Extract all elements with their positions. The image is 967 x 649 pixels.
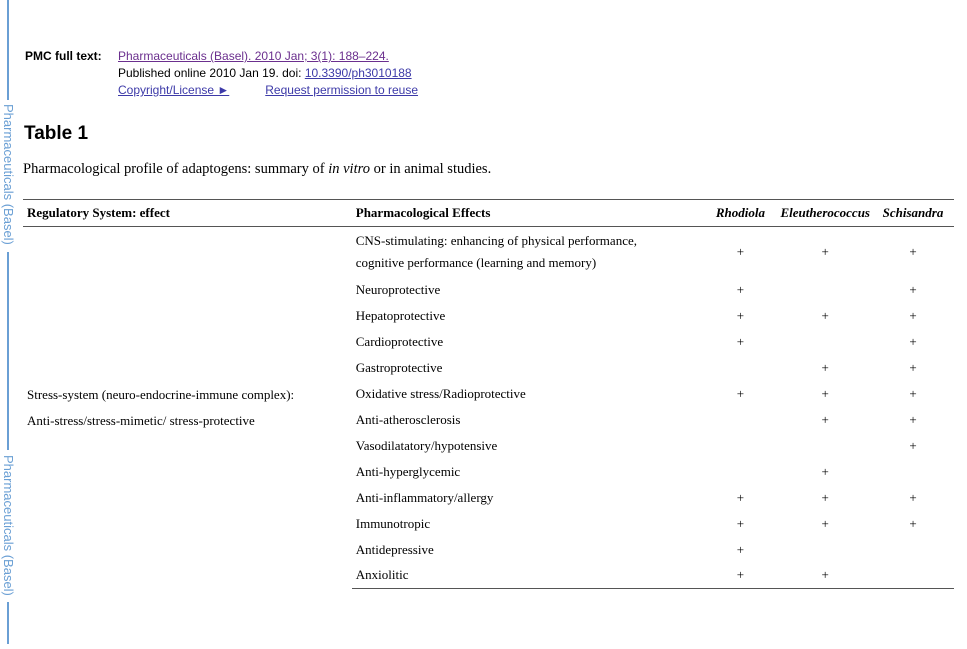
request-permission-link[interactable]: Request permission to reuse (265, 83, 419, 97)
rail-line-middle (7, 252, 9, 450)
effect-cell: Anti-inflammatory/allergy (355, 489, 494, 505)
eleutherococcus-mark (778, 537, 872, 563)
schisandra-mark: + (909, 281, 917, 297)
eleutherococcus-mark: + (778, 563, 872, 589)
rhodiola-mark: + (736, 385, 745, 401)
rhodiola-mark: + (736, 489, 745, 505)
table-caption (23, 161, 491, 178)
rail-line-bottom (7, 602, 9, 644)
rhodiola-mark (702, 459, 778, 485)
regulatory-line-2: Anti-stress/stress-mimetic/ stress-protective (27, 412, 255, 428)
caption-in-vitro: in vitro (328, 161, 370, 177)
table-header-row (23, 200, 954, 227)
effect-cell: Vasodilatatory/hypotensive (355, 437, 498, 453)
header-schisandra: Schisandra (872, 200, 954, 227)
header-regulatory-system: Regulatory System: effect (23, 200, 352, 227)
effect-cell: Anti-atherosclerosis (355, 411, 461, 427)
eleutherococcus-mark: + (821, 359, 829, 375)
schisandra-mark (872, 563, 954, 589)
regulatory-system-cell (23, 227, 352, 589)
doi-link[interactable]: 10.3390/ph3010188 (304, 66, 412, 80)
journal-citation-link[interactable]: Pharmaceuticals (Basel). 2010 Jan; 3(1): 188–224. (118, 49, 389, 63)
copyright-license-link[interactable]: Copyright/License ► (118, 83, 230, 97)
eleutherococcus-mark (778, 329, 872, 355)
rhodiola-mark (702, 355, 778, 381)
effect-cell: Oxidative stress/Radioprotective (355, 385, 526, 401)
table-row (23, 227, 954, 277)
schisandra-mark: + (909, 437, 917, 453)
header-rhodiola: Rhodiola (702, 200, 778, 227)
caption-text-post: or in animal studies. (369, 161, 492, 177)
eleutherococcus-mark: + (821, 243, 829, 259)
effect-cell: Immunotropic (355, 515, 431, 531)
rail-label-bottom[interactable]: Pharmaceuticals (Basel) (1, 455, 16, 596)
effect-cell: Anti-hyperglycemic (355, 463, 461, 479)
schisandra-mark: + (909, 515, 917, 531)
eleutherococcus-mark: + (821, 489, 829, 505)
eleutherococcus-mark: + (821, 307, 829, 323)
rail-label-top[interactable]: Pharmaceuticals (Basel) (1, 104, 16, 245)
eleutherococcus-mark (778, 277, 872, 303)
effect-cell: Antidepressive (355, 541, 434, 557)
schisandra-mark (872, 459, 954, 485)
header-eleutherococcus: Eleutherococcus (778, 200, 872, 227)
effect-cell: Anxiolitic (352, 563, 703, 589)
eleutherococcus-mark: + (821, 411, 829, 427)
table-title: Table 1 (24, 123, 89, 144)
rhodiola-mark: + (736, 333, 745, 349)
journal-side-rail (0, 0, 18, 649)
schisandra-mark (872, 537, 954, 563)
effect-line-2: cognitive performance (learning and memory) (355, 254, 597, 270)
caption-text-pre: Pharmacological profile of adaptogens: summary of (23, 161, 329, 177)
effect-line-1: CNS-stimulating: enhancing of physical performance, (355, 232, 637, 248)
header-pharmacological-effects: Pharmacological Effects (352, 200, 703, 227)
schisandra-mark: + (909, 307, 917, 323)
regulatory-line-1: Stress-system (neuro-endocrine-immune complex): (27, 386, 295, 402)
schisandra-mark: + (909, 489, 917, 505)
schisandra-mark: + (909, 411, 917, 427)
effect-cell: Gastroprotective (355, 359, 443, 375)
rhodiola-mark: + (736, 281, 745, 297)
rhodiola-mark: + (736, 243, 745, 259)
effect-cell (352, 227, 703, 277)
schisandra-mark: + (909, 333, 917, 349)
eleutherococcus-mark: + (821, 385, 829, 401)
effect-cell: Cardioprotective (355, 333, 444, 349)
rhodiola-mark: + (736, 541, 745, 557)
rail-line-top (7, 0, 9, 100)
effect-cell: Neuroprotective (355, 281, 441, 297)
schisandra-mark: + (909, 359, 917, 375)
rhodiola-mark (702, 433, 778, 459)
eleutherococcus-mark (778, 433, 872, 459)
published-text: Published online 2010 Jan 19. doi: (118, 66, 305, 80)
citation-lines (118, 48, 418, 99)
schisandra-mark: + (909, 243, 917, 259)
schisandra-mark: + (909, 385, 917, 401)
rhodiola-mark: + (736, 307, 745, 323)
eleutherococcus-mark: + (821, 463, 829, 479)
rhodiola-mark: + (702, 563, 778, 589)
citation-label: PMC full text: (25, 49, 102, 63)
adaptogen-table (23, 199, 954, 589)
rhodiola-mark: + (736, 515, 745, 531)
rhodiola-mark (702, 407, 778, 433)
eleutherococcus-mark: + (821, 515, 829, 531)
effect-cell: Hepatoprotective (355, 307, 446, 323)
